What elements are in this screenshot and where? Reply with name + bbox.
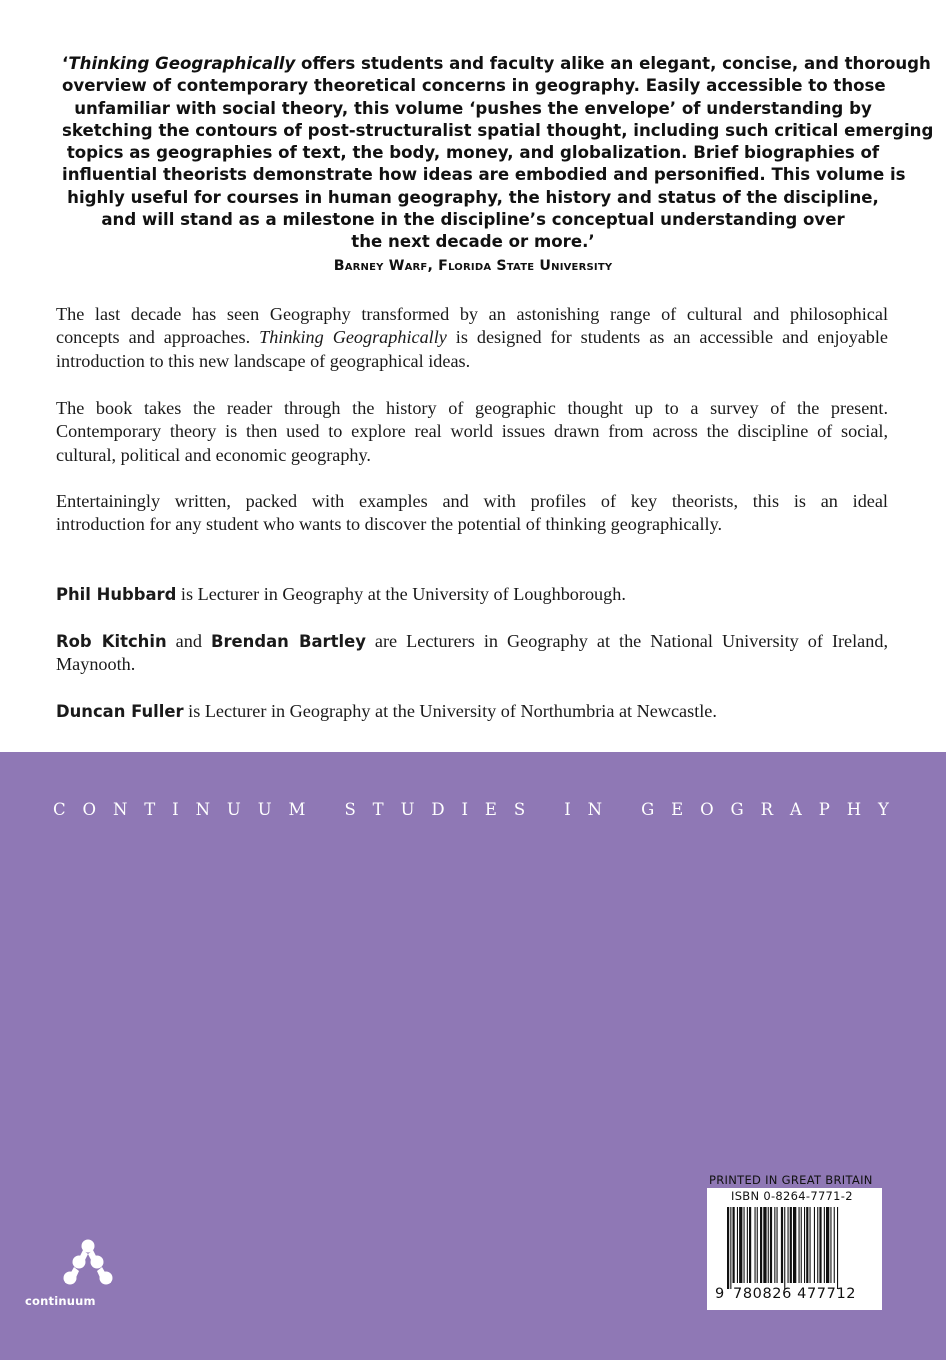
barcode-bar xyxy=(826,1207,829,1283)
author-bio xyxy=(56,700,888,723)
author-name: Duncan Fuller xyxy=(56,702,184,721)
barcode-bar xyxy=(793,1207,796,1283)
barcode-bar xyxy=(824,1207,825,1283)
barcode-panel xyxy=(707,1188,882,1310)
barcode-bar xyxy=(817,1207,818,1283)
paragraph-line: The last decade has seen Geography transformed by an astonishing range of cultural and philosophical xyxy=(56,304,888,324)
quote-attribution: Barney Warf, Florida State University xyxy=(333,258,613,274)
barcode-bar xyxy=(819,1207,821,1283)
paragraph-line: Entertainingly written, packed with examples and with profiles of key theorists, this is an ideal xyxy=(56,491,888,511)
barcode-bar xyxy=(739,1207,742,1283)
author-name: Brendan Bartley xyxy=(210,632,366,651)
barcode-bar xyxy=(837,1207,838,1289)
quote-line: overview of contemporary theoretical concerns in geography. Easily accessible to those xyxy=(62,76,886,96)
series-letter: I xyxy=(564,800,571,819)
barcode-bar xyxy=(790,1207,792,1283)
barcode-bar xyxy=(777,1207,778,1283)
paragraph-line: Contemporary theory is then used to explore real world issues drawn from across the discipline of social, xyxy=(56,421,888,442)
series-letter: D xyxy=(431,800,445,819)
barcode-bar xyxy=(834,1207,835,1283)
barcode-bar xyxy=(727,1207,729,1289)
paragraph-line: The book takes the reader through the history of geographic thought up to a survey of the present. xyxy=(56,398,888,418)
series-letter: T xyxy=(144,800,156,819)
barcode-bar xyxy=(757,1207,758,1283)
barcode-bar xyxy=(774,1207,775,1283)
author-bio xyxy=(56,583,888,606)
quote-line: influential theorists demonstrate how ideas are embodied and personified. This volume is xyxy=(62,165,906,185)
author-affiliation: is Lecturer in Geography at the University of Northumbria at Newcastle. xyxy=(183,701,717,721)
text-run: and xyxy=(166,631,211,651)
barcode-bars xyxy=(727,1207,877,1289)
printed-in-label: PRINTED IN GREAT BRITAIN xyxy=(709,1173,873,1187)
barcode-bar xyxy=(737,1207,738,1283)
barcode-bar xyxy=(806,1207,808,1283)
series-letter: R xyxy=(760,800,774,819)
barcode-bar xyxy=(755,1207,756,1283)
quote-line xyxy=(62,53,931,75)
barcode-bar xyxy=(744,1207,745,1283)
isbn-label: ISBN 0-8264-7771-2 xyxy=(731,1189,853,1203)
series-letter: H xyxy=(846,800,862,819)
series-letter: O xyxy=(700,800,714,819)
bio-line xyxy=(56,630,888,653)
barcode-bar xyxy=(763,1207,766,1283)
book-title: Thinking Geographically xyxy=(259,327,447,348)
barcode-bar xyxy=(781,1207,783,1283)
series-letter: T xyxy=(372,800,384,819)
series-gap xyxy=(542,800,547,819)
series-letter: N xyxy=(587,800,603,819)
quote-line: and will stand as a milestone in the discipline’s conceptual understanding over xyxy=(101,210,845,230)
barcode-bar xyxy=(760,1207,762,1283)
text-run: concepts and approaches. xyxy=(56,327,260,348)
quote-line: the next decade or more.’ xyxy=(351,232,595,252)
barcode-bar xyxy=(799,1207,800,1283)
author-affiliation: is Lecturer in Geography at the University of Loughborough. xyxy=(176,584,626,604)
bio-line xyxy=(56,583,888,606)
series-letter: Y xyxy=(878,800,889,819)
quote-open-mark: ‘ xyxy=(62,54,69,73)
paragraph-line xyxy=(56,326,888,349)
description-paragraph xyxy=(56,490,888,537)
series-letter: I xyxy=(172,800,179,819)
author-affiliation: are Lecturers in Geography at the National University of Ireland, xyxy=(365,631,888,651)
series-letter: G xyxy=(641,800,655,819)
quote-line: topics as geographies of text, the body, money, and globalization. Brief biographies of xyxy=(66,143,880,163)
series-letter: C xyxy=(53,800,66,819)
barcode-bar xyxy=(814,1207,815,1283)
barcode-first-digit: 9 xyxy=(715,1286,725,1302)
barcode-bar xyxy=(733,1207,735,1283)
series-letter: U xyxy=(226,800,241,819)
barcode-bar xyxy=(749,1207,751,1283)
barcode-bar xyxy=(830,1207,831,1283)
series-letter: E xyxy=(484,800,497,819)
author-name: Rob Kitchin xyxy=(56,632,167,651)
series-letter: M xyxy=(288,800,306,819)
quote-line: unfamiliar with social theory, this volume ‘pushes the envelope’ of understanding by xyxy=(74,98,872,118)
description-paragraph xyxy=(56,303,888,373)
barcode-bar xyxy=(804,1207,805,1283)
barcode-bar xyxy=(747,1207,748,1283)
paragraph-line: introduction for any student who wants to discover the potential of thinking geographically. xyxy=(56,514,723,535)
series-letter: A xyxy=(789,800,802,819)
quote-text: offers students and faculty alike an elegant, concise, and thorough xyxy=(295,54,931,73)
barcode-number: 780826 477712 xyxy=(733,1286,857,1302)
series-letter: P xyxy=(818,800,830,819)
paragraph-line: cultural, political and economic geography. xyxy=(56,444,371,465)
series-letter: G xyxy=(730,800,744,819)
author-name: Phil Hubbard xyxy=(56,585,177,604)
series-letter: U xyxy=(257,800,272,819)
barcode-bar xyxy=(788,1207,789,1283)
barcode-bar xyxy=(770,1207,772,1283)
paragraph-line: introduction to this new landscape of geographical ideas. xyxy=(56,350,471,371)
series-gap xyxy=(322,800,327,819)
series-letter: O xyxy=(82,800,97,819)
barcode-bar xyxy=(810,1207,811,1283)
series-letter: N xyxy=(195,800,211,819)
author-bio xyxy=(56,630,888,677)
quote-book-title: Thinking Geographically xyxy=(68,54,296,73)
barcode-bar xyxy=(784,1207,785,1289)
bio-line xyxy=(56,700,888,723)
barcode-bar xyxy=(768,1207,769,1283)
series-letter: S xyxy=(513,800,526,819)
series-letter: U xyxy=(400,800,415,819)
series-letter: S xyxy=(344,800,356,819)
series-letter: E xyxy=(671,800,684,819)
quote-line: sketching the contours of post-structuralist spatial thought, including such critical emerging xyxy=(62,120,934,140)
bio-line: Maynooth. xyxy=(56,654,136,675)
endorsement-quote xyxy=(62,53,934,254)
description-paragraph xyxy=(56,397,888,467)
series-letter: I xyxy=(461,800,469,819)
series-gap xyxy=(619,800,624,819)
quote-line: highly useful for courses in human geography, the history and status of the discipline, xyxy=(67,187,879,207)
barcode-bar xyxy=(801,1207,802,1283)
series-letter: N xyxy=(112,800,128,819)
barcode-bar xyxy=(730,1207,731,1289)
series-title xyxy=(53,800,889,819)
publisher-name: continuum xyxy=(25,1294,96,1308)
text-run: is designed for students as an accessible and enjoyable xyxy=(446,327,888,348)
